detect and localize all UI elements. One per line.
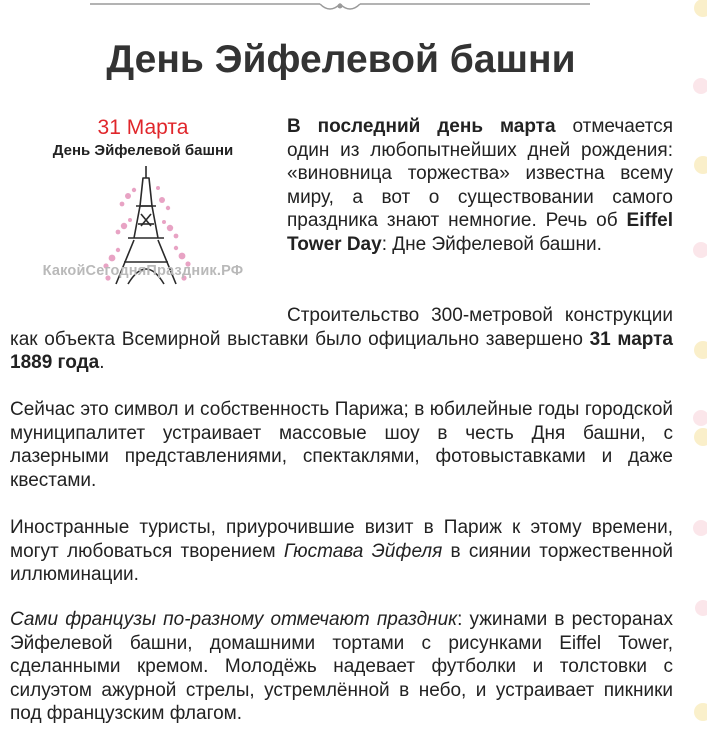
image-date-label: 31 Марта xyxy=(97,116,189,139)
paragraph-intro xyxy=(287,115,673,257)
tourists-text-1: Иностранные туристы, приурочившие визит в Париж к этому времени, могут любоваться творением xyxy=(10,517,673,562)
paragraph-construction xyxy=(10,304,673,375)
top-ornament xyxy=(80,0,600,16)
article-image xyxy=(10,112,276,290)
celebration-text: : ужинами в ресторанах Эйфелевой башни, домашними тортами с рисунками Eiffel Tower, сделанными кремом. Молодёжь надевает футболки и толстовки с силуэтом ажурной стрелы, устремлённой в небо, и устраивает пикники под французским флагом. xyxy=(10,609,673,725)
paragraph-tourists xyxy=(10,516,673,587)
author-name: Гюстава Эйфеля xyxy=(283,540,443,562)
paragraph-celebration xyxy=(10,608,673,726)
construction-text-1: Строительство 300-метровой конструкции как объекта Всемирной выставки было официально завершено xyxy=(10,305,673,350)
construction-text-2: . xyxy=(99,352,105,374)
construction-date: 31 марта 1889 года xyxy=(10,328,673,374)
holiday-name: Eiffel Tower Day xyxy=(287,210,673,255)
tourists-text-2: в сиянии торжественной иллюминации. xyxy=(10,540,674,586)
intro-text-1: отмечается один из любопытнейших дней рождения: «виновница торжества» известна всему миру, а вот о существовании самого праздника знают немногие. Речь об xyxy=(287,116,673,232)
image-watermark: КакойСегодняПраздник.РФ xyxy=(42,263,244,279)
intro-lead: В последний день марта xyxy=(287,116,556,137)
paragraph-paris: Сейчас это символ и собственность Парижа; в юбилейные годы городской муниципалитет устраивает массовые шоу в честь Дня башни, с лазерными представлениями, спектаклями, фотовыставками и даже квестами. xyxy=(10,399,673,491)
celebration-lead: Сами французы по-разному отмечают праздник xyxy=(10,609,458,630)
page-title: День Эйфелевой башни xyxy=(106,38,576,81)
side-decoration xyxy=(677,0,707,737)
image-caption: День Эйфелевой башни xyxy=(52,142,234,159)
intro-text-2: : Дне Эйфелевой башни. xyxy=(381,233,602,255)
